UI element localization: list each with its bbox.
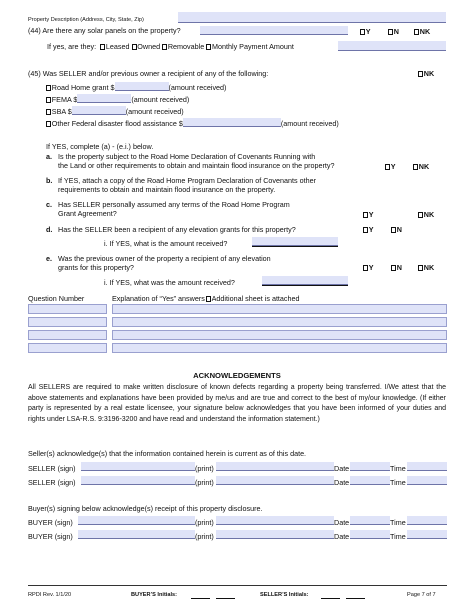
q45e-n-checkbox[interactable]: [391, 265, 396, 270]
sba-amount-field[interactable]: [72, 106, 126, 115]
q45c-nk-checkbox[interactable]: [418, 212, 423, 217]
q45d-letter: d.: [46, 225, 53, 234]
q45e-option-nk[interactable]: [418, 263, 434, 272]
road-home-checkbox[interactable]: [46, 85, 51, 90]
q45e-option-n[interactable]: [391, 263, 402, 272]
question-number-field-1[interactable]: [28, 304, 107, 314]
q45a-line1: Is the property subject to the Road Home Declaration of Covenants Running with: [58, 152, 316, 161]
q45e-amount-field[interactable]: [262, 276, 348, 285]
footer-revision: RPDI Rev. 1/1/20: [28, 592, 72, 598]
other-assistance-label: Other Federal disaster flood assistance $: [51, 119, 183, 128]
q45d-i-text: i. If YES, what is the amount received?: [104, 239, 228, 248]
q45d-option-n[interactable]: [391, 225, 402, 234]
q45b-letter: b.: [46, 176, 53, 185]
footer-seller-initials-line-2[interactable]: [346, 598, 365, 599]
q45d-y-label: Y: [368, 225, 374, 234]
removable-label: Removable: [167, 42, 205, 51]
explanation-field-1[interactable]: [112, 304, 447, 314]
explanation-header: [112, 294, 300, 303]
buyer-print-label-1: (print): [195, 518, 214, 527]
q45d-n-label: N: [396, 225, 402, 234]
q45c-option-nk[interactable]: [418, 210, 434, 219]
leased-checkbox[interactable]: [100, 44, 105, 49]
q45e-amount-underline: [262, 285, 348, 286]
sba-suffix: (amount received): [125, 107, 184, 116]
q45-option-nk[interactable]: [418, 69, 434, 78]
q45-nk-checkbox[interactable]: [418, 71, 423, 76]
footer-buyer-initials-line-2[interactable]: [216, 598, 235, 599]
seller-print-field-2[interactable]: [216, 476, 334, 485]
explanation-field-3[interactable]: [112, 330, 447, 340]
other-assistance-checkbox[interactable]: [46, 121, 51, 126]
buyer-time-field-1[interactable]: [407, 516, 447, 525]
buyer-print-field-1[interactable]: [216, 516, 334, 525]
fema-checkbox[interactable]: [46, 97, 51, 102]
seller-date-field-1[interactable]: [350, 462, 390, 471]
road-home-label: Road Home grant $: [51, 83, 115, 92]
removable-checkbox[interactable]: [162, 44, 167, 49]
owned-checkbox[interactable]: [132, 44, 137, 49]
buyer-date-label-1: Date: [334, 518, 350, 527]
q45-nk-label: NK: [423, 69, 435, 78]
q45-question: (45) Was SELLER and/or previous owner a recipient of any of the following:: [28, 69, 269, 78]
grant-sba: [46, 106, 184, 116]
q45b-line1: If YES, attach a copy of the Road Home Program Declaration of Covenants other: [58, 176, 316, 185]
q44-option-n[interactable]: [388, 27, 399, 36]
seller-print-label-2: (print): [195, 478, 214, 487]
q45d-text: Has the SELLER been a recipient of any elevation grants for this property?: [58, 225, 296, 234]
q45e-y-label: Y: [368, 263, 374, 272]
q45c-letter: c.: [46, 200, 52, 209]
q44-types-row: [47, 42, 294, 51]
q45e-y-checkbox[interactable]: [363, 265, 368, 270]
q45c-y-checkbox[interactable]: [363, 212, 368, 217]
sba-label: SBA $: [51, 107, 72, 116]
q45a-y-checkbox[interactable]: [385, 164, 390, 169]
q45d-amount-field[interactable]: [252, 237, 338, 246]
other-assistance-amount-field[interactable]: [183, 118, 281, 127]
q45d-amount-underline: [252, 246, 338, 247]
q44-amount-field[interactable]: [338, 41, 446, 51]
seller-sign-label-2: SELLER (sign): [28, 478, 76, 487]
q45c-nk-label: NK: [423, 210, 435, 219]
additional-sheet-checkbox[interactable]: [206, 296, 211, 301]
q45c-line1: Has SELLER personally assumed any terms of the Road Home Program: [58, 200, 290, 209]
monthly-payment-checkbox[interactable]: [206, 44, 211, 49]
question-number-header: Question Number: [28, 294, 85, 303]
q44-nk-label: NK: [419, 27, 431, 36]
buyer-print-field-2[interactable]: [216, 530, 334, 539]
q45a-option-y[interactable]: [385, 162, 396, 171]
footer-buyer-initials-label: BUYER’S Initials:: [131, 592, 178, 598]
owned-label: Owned: [137, 42, 161, 51]
q45a-y-label: Y: [390, 162, 396, 171]
seller-sign-label-1: SELLER (sign): [28, 464, 76, 473]
q44-field[interactable]: [200, 26, 348, 35]
leased-label: Leased: [105, 42, 130, 51]
amount-label: Amount: [269, 42, 294, 51]
monthly-payment-label: Monthly Payment: [212, 42, 268, 51]
q44-option-nk[interactable]: [414, 27, 430, 36]
q45c-line2: Grant Agreement?: [58, 209, 117, 218]
seller-date-field-2[interactable]: [350, 476, 390, 485]
seller-sign-field-1[interactable]: [81, 462, 195, 471]
q45a-line2: the Land or other requirements to obtain and maintain flood insurance on the property?: [58, 161, 335, 170]
buyer-date-field-1[interactable]: [350, 516, 390, 525]
footer-seller-initials-line-1[interactable]: [321, 598, 340, 599]
q45e-line1: Was the previous owner of the property a recipient of any elevation: [58, 254, 271, 263]
q44-question: (44) Are there any solar panels on the property?: [28, 26, 181, 35]
seller-sign-field-2[interactable]: [81, 476, 195, 485]
q45c-y-label: Y: [368, 210, 374, 219]
footer-buyer-initials-line-1[interactable]: [191, 598, 210, 599]
seller-time-label-1: Time: [390, 464, 406, 473]
q45e-line2: grants for this property?: [58, 263, 134, 272]
q45-complete-instruction: If YES, complete (a) - (e.i.) below.: [46, 142, 154, 151]
q44-option-y[interactable]: [360, 27, 371, 36]
acknowledgements-heading: ACKNOWLEDGEMENTS: [193, 371, 281, 380]
seller-print-label-1: (print): [195, 464, 214, 473]
q45e-nk-label: NK: [423, 263, 435, 272]
footer-divider: [28, 585, 447, 586]
property-description-label: Property Description (Address, City, State, Zip): [28, 17, 144, 23]
explanation-field-2[interactable]: [112, 317, 447, 327]
explanation-label: Explanation of “Yes” answers: [112, 294, 205, 303]
seller-time-label-2: Time: [390, 478, 406, 487]
q45c-option-y[interactable]: [363, 210, 374, 219]
q45e-i-text: i. If YES, what was the amount received?: [104, 278, 235, 287]
buyer-sign-field-2[interactable]: [78, 530, 195, 539]
buyer-print-label-2: (print): [195, 532, 214, 541]
buyer-time-label-2: Time: [390, 532, 406, 541]
fema-suffix: (amount received): [131, 95, 190, 104]
q45e-letter: e.: [46, 254, 52, 263]
q44-nk-checkbox[interactable]: [414, 29, 419, 34]
q45a-option-nk[interactable]: [413, 162, 429, 171]
sba-checkbox[interactable]: [46, 109, 51, 114]
q44-n-checkbox[interactable]: [388, 29, 393, 34]
other-assistance-suffix: (amount received): [280, 119, 339, 128]
question-number-field-3[interactable]: [28, 330, 107, 340]
q45d-n-checkbox[interactable]: [391, 227, 396, 232]
buyer-sign-label-1: BUYER (sign): [28, 518, 73, 527]
q44-if-yes-label: If yes, are they:: [47, 42, 97, 51]
grant-other: [46, 118, 339, 128]
footer-page-number: Page 7 of 7: [407, 592, 436, 598]
road-home-suffix: (amount received): [168, 83, 227, 92]
q44-y-label: Y: [365, 27, 371, 36]
q45e-nk-checkbox[interactable]: [418, 265, 423, 270]
buyer-date-label-2: Date: [334, 532, 350, 541]
q45a-nk-checkbox[interactable]: [413, 164, 418, 169]
seller-time-field-1[interactable]: [407, 462, 447, 471]
buyer-sign-label-2: BUYER (sign): [28, 532, 73, 541]
seller-print-field-1[interactable]: [216, 462, 334, 471]
buyer-sign-field-1[interactable]: [78, 516, 195, 525]
explanation-field-4[interactable]: [112, 343, 447, 353]
q45e-option-y[interactable]: [363, 263, 374, 272]
q45b-line2: requirements to obtain and maintain flood insurance on the property.: [58, 185, 276, 194]
buyer-intro: Buyer(s) signing below acknowledge(s) receipt of this property disclosure.: [28, 504, 263, 513]
q44-y-checkbox[interactable]: [360, 29, 365, 34]
q45a-letter: a.: [46, 152, 52, 161]
q45e-n-label: N: [396, 263, 402, 272]
q44-n-label: N: [393, 27, 399, 36]
additional-sheet-label: Additional sheet is attached: [211, 294, 300, 303]
grant-fema: [46, 94, 189, 104]
seller-intro: Seller(s) acknowledge(s) that the information contained herein is current as of this date.: [28, 449, 307, 458]
seller-time-field-2[interactable]: [407, 476, 447, 485]
buyer-time-label-1: Time: [390, 518, 406, 527]
fema-amount-field[interactable]: [77, 94, 131, 103]
footer-seller-initials-label: SELLER’S Initials:: [260, 592, 309, 598]
seller-date-label-1: Date: [334, 464, 350, 473]
grant-road-home: [46, 82, 226, 92]
buyer-time-field-2[interactable]: [407, 530, 447, 539]
fema-label: FEMA $: [51, 95, 78, 104]
buyer-date-field-2[interactable]: [350, 530, 390, 539]
property-description-field[interactable]: [178, 12, 446, 23]
q45d-option-y[interactable]: [363, 225, 374, 234]
question-number-field-4[interactable]: [28, 343, 107, 353]
q45a-nk-label: NK: [418, 162, 430, 171]
road-home-amount-field[interactable]: [115, 82, 169, 91]
q45d-y-checkbox[interactable]: [363, 227, 368, 232]
seller-date-label-2: Date: [334, 478, 350, 487]
question-number-field-2[interactable]: [28, 317, 107, 327]
acknowledgements-body: All SELLERS are required to make written disclosure of known defects regarding a property being transferred. I/We attest that the above statements and explanations have been provided by me/us and are true and correct to the best of my/our knowledge. (If either party is represented by a real estate licensee, your signature below acknowledges that you have been informed of your duties and rights under LSA-R.S. 9:3196-3200 and have read and understand the information statement.): [28, 384, 446, 423]
